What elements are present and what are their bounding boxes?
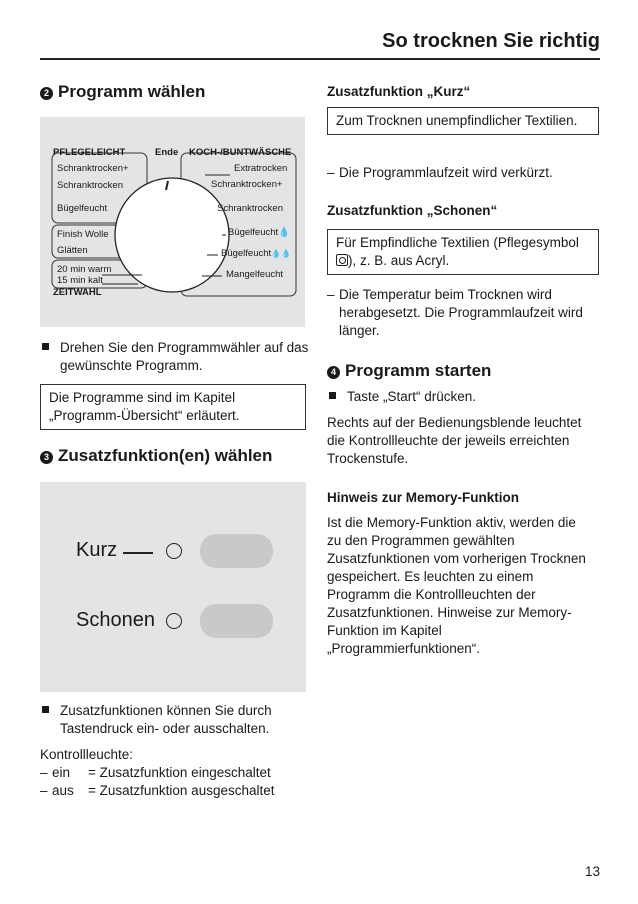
care-symbol-icon (336, 254, 348, 266)
page-number: 13 (584, 864, 600, 879)
dial-left-item: Schranktrocken+ (57, 163, 129, 174)
dial-right-item: Mangelfeucht (226, 269, 284, 280)
schonen-heading: Zusatzfunktion „Schonen“ (327, 203, 498, 218)
schonen-label: Schonen (76, 609, 155, 631)
indicator-legend (40, 746, 310, 800)
double-drop-icon: 💧💧 (271, 249, 292, 258)
step-number-4: 4 (327, 366, 340, 379)
kurz-note: – Die Programmlaufzeit wird verkürzt. (327, 165, 553, 180)
kurz-heading: Zusatzfunktion „Kurz“ (327, 84, 471, 99)
indicator-legend-title: Kontrollleuchte: (40, 747, 134, 762)
dial-left-item: Glätten (57, 245, 88, 256)
dial-left-item: 15 min kalt (57, 275, 103, 286)
extra-function-buttons-illustration (40, 482, 306, 692)
program-dial-illustration (40, 117, 305, 327)
header-rule (40, 58, 600, 60)
dial-left-item: Schranktrocken (57, 180, 124, 191)
page-header-title: So trocknen Sie richtig (382, 30, 600, 52)
dial-right-item: Bügelfeucht💧 (228, 227, 291, 238)
dial-left-item: Bügelfeucht (57, 203, 108, 214)
legend-line-off: – aus = Zusatzfunktion ausgeschaltet (40, 783, 275, 798)
step-number-3: 3 (40, 451, 53, 464)
dial-left-item: Finish Wolle (57, 229, 109, 240)
step2-title: Programm wählen (58, 82, 206, 101)
kurz-label: Kurz (76, 539, 118, 561)
dial-right-item: Extratrocken (234, 163, 288, 174)
bullet-square-icon (329, 392, 336, 399)
dial-right-item: Schranktrocken (217, 203, 284, 214)
dial-label-ende: Ende (155, 147, 179, 158)
dial-left-item: 20 min warm (57, 264, 112, 275)
kurz-button[interactable] (200, 534, 273, 568)
dial-label-zeitwahl: ZEITWAHL (53, 287, 102, 298)
info-box-programs: Die Programme sind im Kapitel „Programm-Übersicht“ erläutert. (40, 384, 306, 430)
bullet-start-instruction: Taste „Start“ drücken. (327, 388, 599, 406)
kurz-line (123, 552, 153, 554)
schonen-info-box: Für Empfindliche Textilien (Pflegesymbol ), z. B. aus Acryl. (327, 229, 599, 275)
section-heading-program-select (40, 82, 205, 102)
section-heading-extra-functions (40, 446, 272, 466)
dial-right-item: Schranktrocken+ (211, 179, 283, 190)
dial-label-kochbunt: KOCH-/BUNTWÄSCHE (189, 147, 292, 158)
kurz-info-box: Zum Trocknen unempfindlicher Textilien. (327, 107, 599, 135)
bullet-buttons-instruction: Zusatzfunktionen können Sie durch Tastendruck ein- oder ausschalten. (40, 702, 310, 738)
schonen-indicator-light (166, 613, 182, 629)
drop-icon: 💧 (278, 227, 291, 238)
step4-title: Programm starten (345, 361, 492, 380)
bullet-square-icon (42, 706, 49, 713)
memory-heading: Hinweis zur Memory-Funktion (327, 490, 520, 505)
dial-label-pflegeleicht: PFLEGELEICHT (53, 147, 126, 158)
step3-title: Zusatzfunktion(en) wählen (58, 446, 273, 465)
dial-right-item: Bügelfeucht💧💧 (221, 248, 292, 259)
section-heading-start (327, 361, 491, 381)
bullet-square-icon (42, 343, 49, 350)
kurz-indicator-light (166, 543, 182, 559)
start-explanation: Rechts auf der Bedienungsblende leuchtet die Kontrollleuchte der jeweils erreichten Trockenstufe. (327, 415, 582, 466)
schonen-button[interactable] (200, 604, 273, 638)
legend-line-on: – ein = Zusatzfunktion eingeschaltet (40, 765, 271, 780)
memory-text: Ist die Memory-Funktion aktiv, werden die zu den Programmen gewählten Zusatzfunktionen vom vorherigen Trocknen gespeichert. Es leuchten zu einem Programm die Kontrollleuchten der Zusatzfunktionen. Hinweise zur Memory-Funktion im Kapitel „Programmierfunktionen“. (327, 515, 586, 656)
bullet-dial-instruction: Drehen Sie den Programmwähler auf das gewünschte Programm. (40, 339, 310, 375)
schonen-note: – Die Temperatur beim Trocknen wird herabgesetzt. Die Programmlaufzeit wird länger. (327, 287, 583, 338)
step-number-2: 2 (40, 87, 53, 100)
